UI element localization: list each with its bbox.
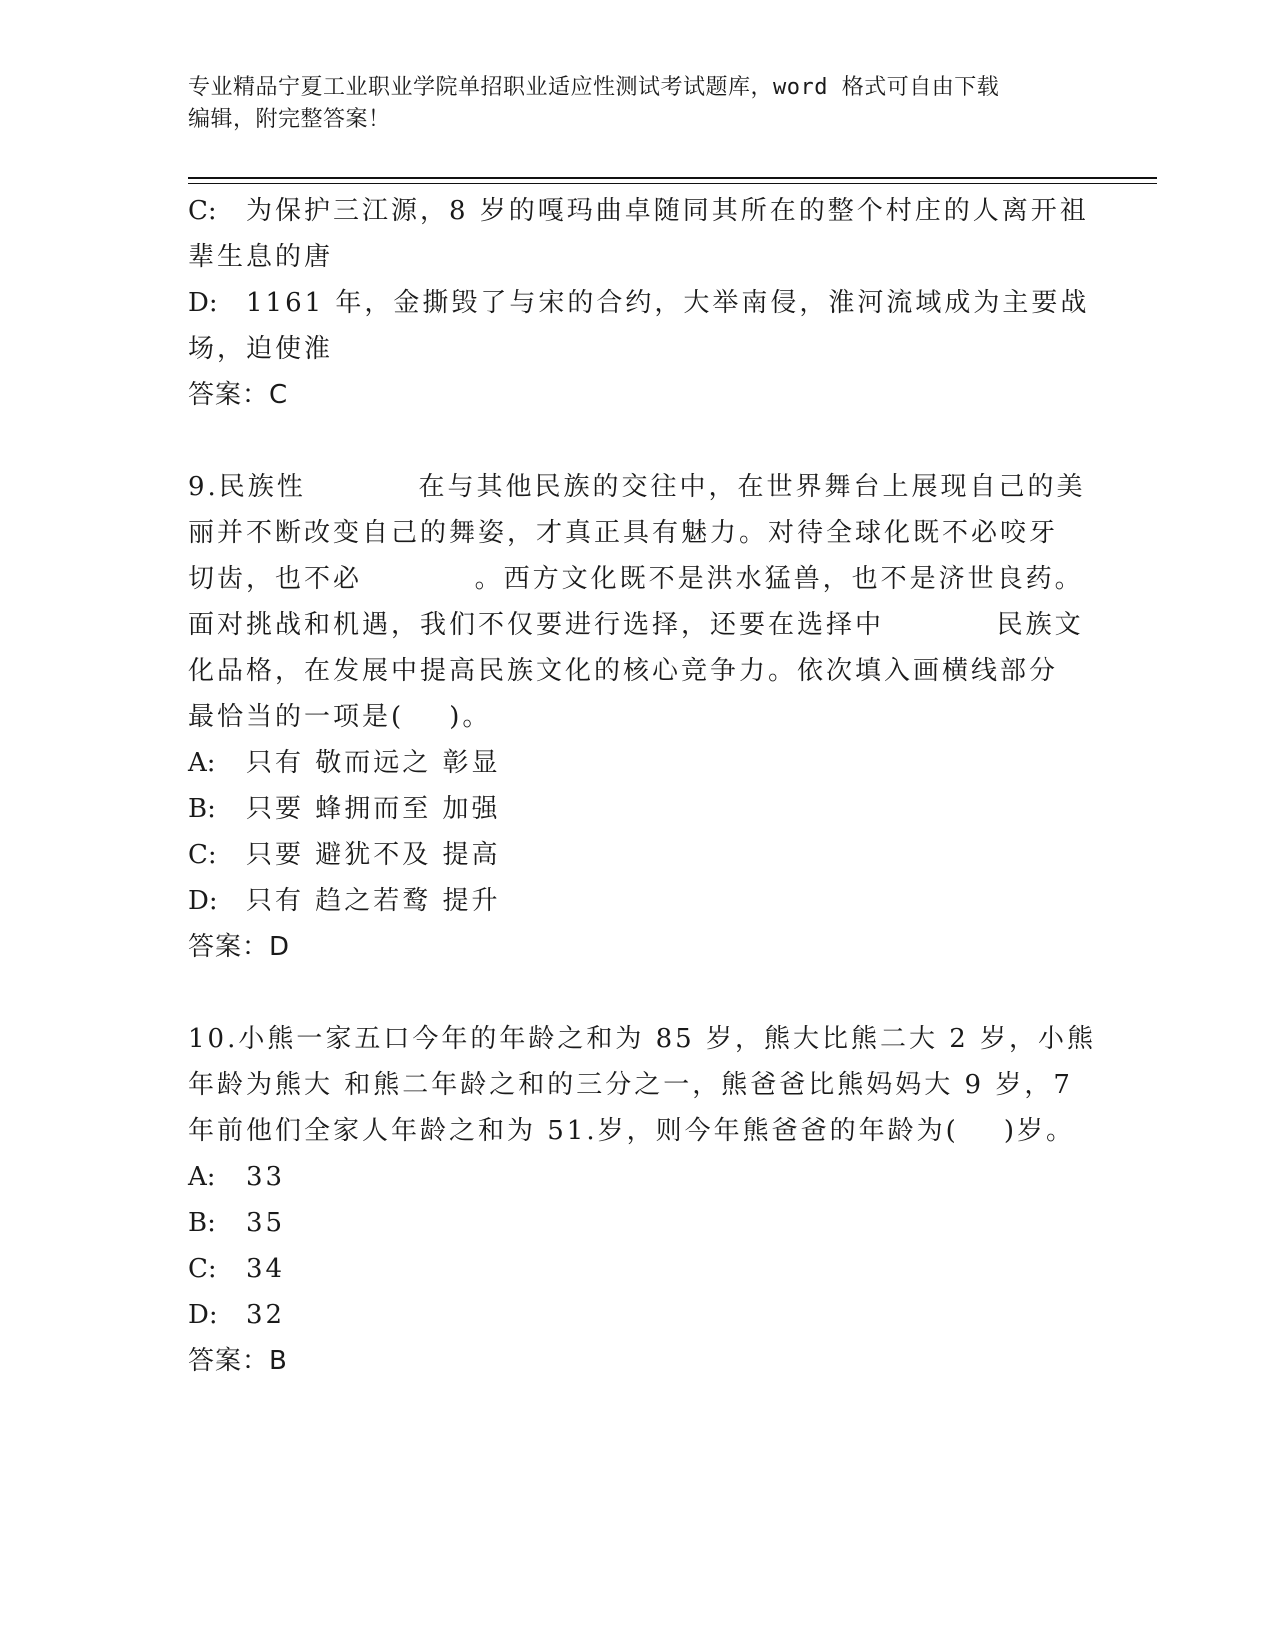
option-c: [188, 832, 1088, 878]
option-key: A:: [188, 748, 216, 778]
prev-question: [188, 188, 1088, 418]
option-key: D:: [188, 1300, 218, 1330]
option-c-continuation: 辈生息的唐: [188, 242, 334, 272]
question-stem-line: 年龄为熊大 和熊二年龄之和的三分之一，熊爸爸比熊妈妈大 9 岁，7: [188, 1070, 1073, 1100]
option-key: C:: [188, 840, 217, 870]
question-9: [188, 464, 1088, 970]
option-text: 34: [246, 1254, 286, 1284]
question-stem-line: 年前他们全家人年龄之和为 51.岁，则今年熊爸爸的年龄为( )岁。: [188, 1116, 1075, 1146]
header-rule-thick: [188, 177, 1157, 179]
option-key: A:: [188, 1162, 216, 1192]
option-text: 33: [246, 1162, 286, 1192]
document-header: [188, 72, 1088, 136]
option-c: [188, 1246, 1088, 1292]
option-a: [188, 1154, 1088, 1200]
option-text: 只有 趋之若鹜 提升: [246, 886, 501, 916]
option-text: 只要 避犹不及 提高: [246, 840, 501, 870]
option-key: D:: [188, 288, 218, 318]
document-body: [188, 188, 1097, 1384]
option-a: [188, 740, 1088, 786]
question-stem-line: 切齿，也不必 。西方文化既不是洪水猛兽，也不是济世良药。: [188, 564, 1084, 594]
option-key: B:: [188, 794, 216, 824]
spacer: [188, 970, 1088, 1016]
option-key: C:: [188, 1254, 217, 1284]
option-d: [188, 1292, 1088, 1338]
question-stem-line: 最恰当的一项是( )。: [188, 702, 492, 732]
question-stem-line: 化品格，在发展中提高民族文化的核心竞争力。依次填入画横线部分: [188, 656, 1059, 686]
option-text: 32: [246, 1300, 286, 1330]
question-10: [188, 1016, 1097, 1384]
header-line-2: 编辑，附完整答案！: [188, 107, 391, 132]
option-key: B:: [188, 1208, 216, 1238]
question-stem-line: 10.小熊一家五口今年的年龄之和为 85 岁，熊大比熊二大 2 岁，小熊: [188, 1024, 1097, 1054]
option-d-continuation: 场，迫使淮: [188, 334, 334, 364]
answer: 答案：B: [188, 1346, 288, 1376]
header-line-1: 专业精品宁夏工业职业学院单招职业适应性测试考试题库，word 格式可自由下载: [188, 75, 1000, 100]
option-text: 35: [246, 1208, 286, 1238]
answer: 答案：D: [188, 932, 291, 962]
question-stem-line: 丽并不断改变自己的舞姿，才真正具有魅力。对待全球化既不必咬牙: [188, 518, 1059, 548]
option-d: [188, 280, 1088, 326]
header-rule-thin: [188, 183, 1157, 184]
option-key: D:: [188, 886, 218, 916]
option-text: 1161 年，金撕毁了与宋的合约，大举南侵，淮河流域成为主要战: [246, 288, 1090, 318]
question-stem-line: 9.民族性 在与其他民族的交往中，在世界舞台上展现自己的美: [188, 472, 1086, 502]
option-b: [188, 786, 1088, 832]
spacer: [188, 418, 1088, 464]
option-text: 为保护三江源，8 岁的嘎玛曲卓随同其所在的整个村庄的人离开祖: [246, 196, 1089, 226]
option-key: C:: [188, 196, 217, 226]
option-d: [188, 878, 1088, 924]
option-b: [188, 1200, 1088, 1246]
option-text: 只有 敬而远之 彰显: [246, 748, 501, 778]
question-stem-line: 面对挑战和机遇，我们不仅要进行选择，还要在选择中 民族文: [188, 610, 1084, 640]
option-c: [188, 188, 1088, 234]
answer: 答案：C: [188, 380, 289, 410]
option-text: 只要 蜂拥而至 加强: [246, 794, 501, 824]
